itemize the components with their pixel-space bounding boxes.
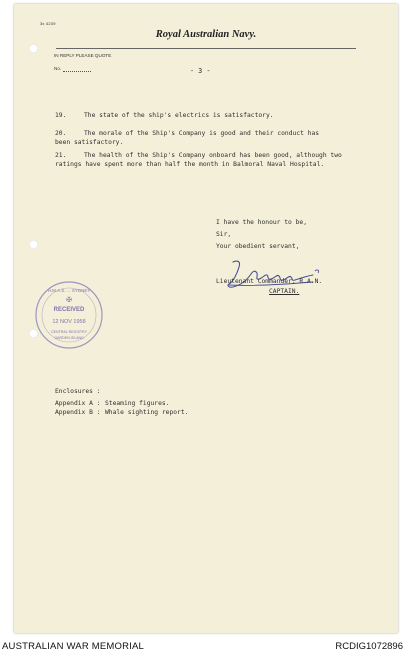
- letterhead-rule: [56, 48, 356, 49]
- paragraph-19: [55, 111, 274, 121]
- paragraph-number: 19.: [55, 112, 67, 119]
- paragraph-20: [55, 129, 319, 139]
- stamp-location: GARDEN ISLAND: [54, 336, 84, 340]
- punch-hole: [29, 44, 38, 53]
- footer-credit: AUSTRALIAN WAR MEMORIAL: [2, 641, 145, 652]
- paragraph-text: The health of the Ship's Company onboard has been good, although two: [84, 152, 342, 159]
- stamp-office: CENTRAL REGISTRY: [51, 330, 87, 334]
- appendix-b: [55, 409, 188, 416]
- closing-line-3: Your obedient servant,: [216, 243, 300, 250]
- closing-line-1: I have the honour to be,: [216, 219, 307, 226]
- appendix-a: [55, 400, 169, 407]
- reference-number-label: No.: [54, 66, 62, 71]
- footer-id: RCDIG1072896: [335, 641, 403, 652]
- stamp-top-text: H.M.A.S. ... SYDNEY: [47, 288, 91, 293]
- paragraph-number: 21.: [55, 152, 67, 159]
- appendix-value: Whale sighting report.: [105, 409, 189, 416]
- svg-text:✠: ✠: [66, 297, 72, 304]
- appendix-key: Appendix B :: [55, 409, 101, 416]
- form-number: 3x 4239: [40, 21, 56, 26]
- signature-rank: Lieutenant Commander, R.A.N.: [216, 278, 323, 285]
- document-page: [14, 4, 398, 633]
- paragraph-text: The state of the ship's electrics is satisfactory.: [84, 112, 274, 119]
- enclosures-label: Enclosures :: [55, 388, 101, 395]
- paragraph-21: [55, 151, 342, 161]
- handwritten-signature: [227, 258, 337, 292]
- paragraph-text: The morale of the Ship's Company is good and their conduct has: [84, 130, 320, 137]
- appendix-key: Appendix A :: [55, 400, 101, 407]
- letterhead: Royal Australian Navy.: [155, 29, 257, 40]
- page-number: - 3 -: [190, 67, 211, 75]
- stamp-received: RECEIVED: [53, 307, 85, 313]
- paragraph-20-continuation: been satisfactory.: [55, 139, 124, 146]
- paragraph-21-continuation: ratings have spent more than half the month in Balmoral Naval Hospital.: [55, 161, 325, 168]
- punch-hole: [29, 240, 38, 249]
- reference-number-line: [63, 71, 91, 72]
- closing-line-2: Sir,: [216, 231, 232, 238]
- paragraph-number: 20.: [55, 130, 67, 137]
- signature-title: CAPTAIN.: [269, 288, 300, 295]
- reply-label: IN REPLY PLEASE QUOTE: [54, 53, 112, 58]
- appendix-value: Steaming figures.: [105, 400, 170, 407]
- received-stamp: [34, 280, 104, 354]
- stamp-date: 12 NOV 1958: [52, 319, 86, 325]
